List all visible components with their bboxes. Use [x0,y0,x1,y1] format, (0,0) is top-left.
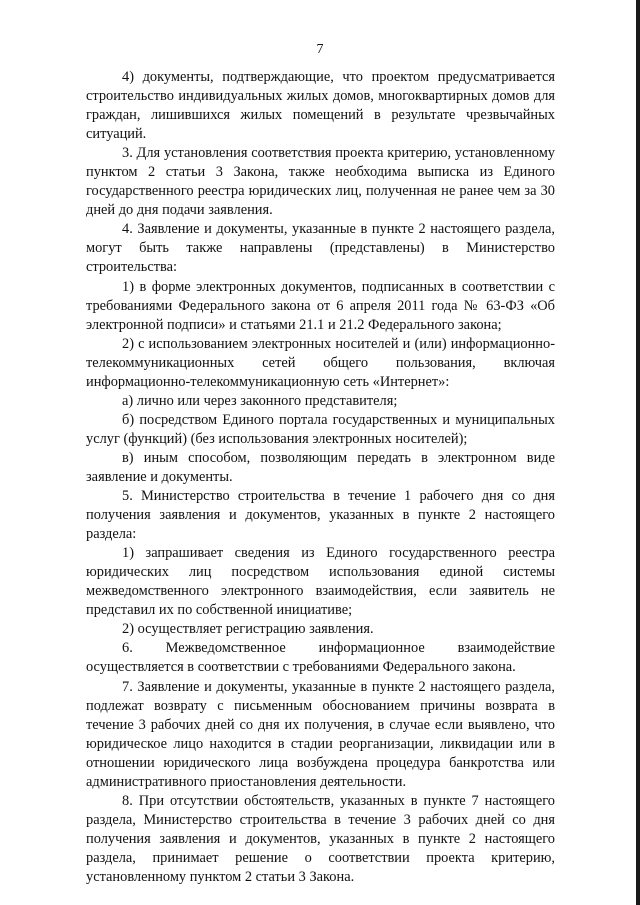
list-item-registration: 2) осуществляет регистрацию заявления. [122,621,374,638]
paragraph-3-registry-extract: 3. Для установления соответствия проекта критерию, установленному пунктом 2 статьи 3 Закона, также необходима выписка из Единого государственного реестра юридических лиц, полученная не ранее чем за 30 дней до дня подачи заявления. [86,145,555,219]
list-item-c-other-way: в) иным способом, позволяющим передать в электронном виде заявление и документы. [86,449,555,485]
paragraph-5-ministry-actions: 5. Министерство строительства в течение 1 рабочего дня со дня получения заявления и документов, указанных в пункте 2 настоящего раздела: [86,488,555,543]
list-item-a-in-person: а) лично или через законного представителя; [122,392,398,409]
list-item-b-portal: б) посредством Единого портала государственных и муниципальных услуг (функций) (без использования электронных носителей); [86,411,555,447]
paragraph-6-interaction: 6. Межведомственное информационное взаимодействие осуществляется в соответствии с требованиями Федерального закона. [86,640,555,676]
document-body [86,68,555,887]
paragraph-7-return: 7. Заявление и документы, указанные в пункте 2 настоящего раздела, подлежат возврату с письменным обоснованием причины возврата в течение 3 рабочих дней со дня их получения, в случае если выявлено, что юридическое лицо находится в стадии реорганизации, ликвидации или в отношении юридического лица возбуждена процедура банкротства или административного приостановления деятельности. [86,678,555,790]
scan-edge [636,0,640,905]
list-item-electronic-documents: 1) в форме электронных документов, подписанных в соответствии с требованиями Федерального закона от 6 апреля 2011 года № 63-ФЗ «Об электронной подписи» и статьями 21.1 и 21.2 Федерального закона; [86,278,555,333]
list-item-electronic-media: 2) с использованием электронных носителей и (или) информационно-телекоммуникационных сетей общего пользования, включая информационно-телекоммуникационную сеть «Интернет»: [86,335,555,390]
page-number: 7 [316,42,324,57]
list-item-request-info: 1) запрашивает сведения из Единого государственного реестра юридических лиц посредством использования единой системы межведомственного электронного взаимодействия, если заявитель не представил их по собственной инициативе; [86,545,555,619]
paragraph-4-documents: 4) документы, подтверждающие, что проектом предусматривается строительство индивидуальных жилых домов, многоквартирных домов для граждан, лишившихся жилых помещений в результате чрезвычайных ситуаций. [86,69,555,143]
paragraph-8-decision: 8. При отсутствии обстоятельств, указанных в пункте 7 настоящего раздела, Министерство строительства в течение 3 рабочих дней со дня получения заявления и документов, указанных в пункте 2 настоящего раздела, принимает решение о соответствии проекта критерию, установленному пунктом 2 статьи 3 Закона. [86,792,555,885]
paragraph-4-submission: 4. Заявление и документы, указанные в пункте 2 настоящего раздела, могут быть также направлены (представлены) в Министерство строительства: [86,221,555,276]
